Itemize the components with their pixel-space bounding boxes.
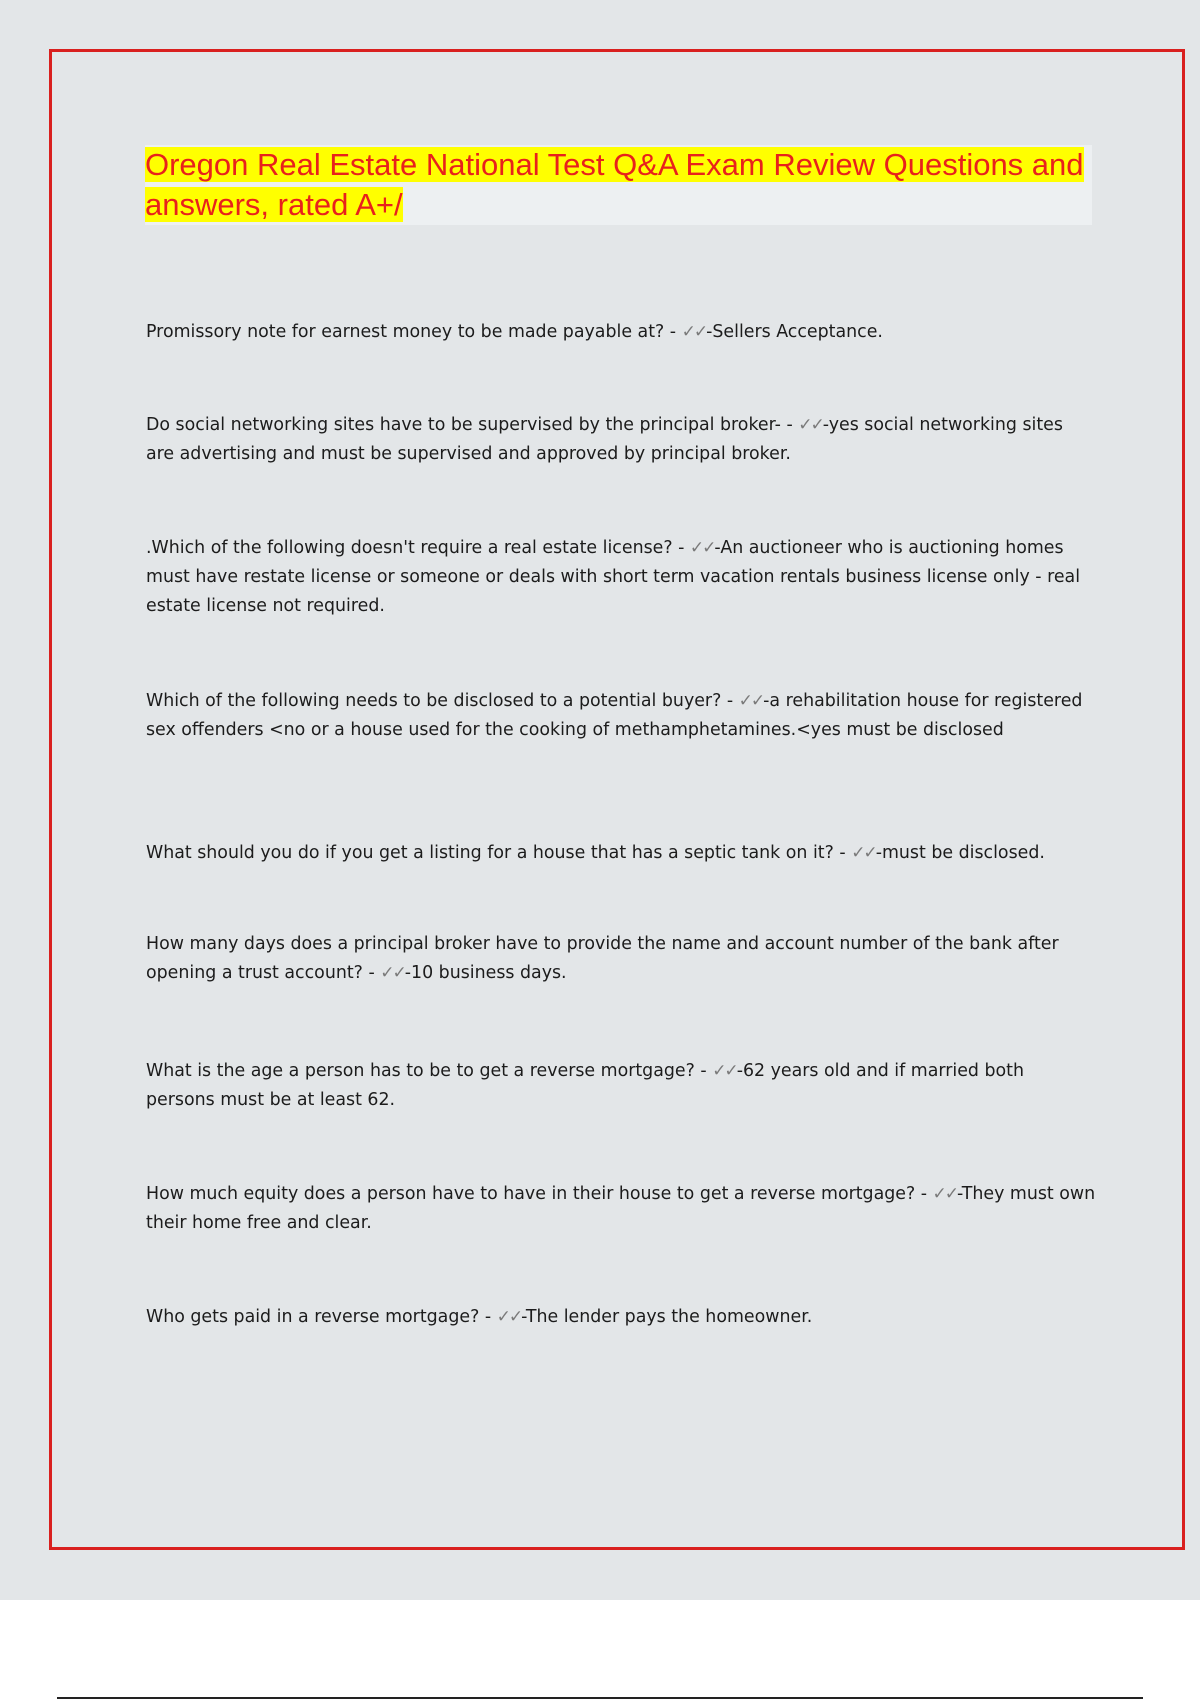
footer-divider	[57, 1697, 1143, 1699]
answer-text: -62 years old and if married both persons must be at least 62.	[146, 1061, 1024, 1110]
qa-item	[146, 1180, 1096, 1238]
qa-item	[146, 839, 1096, 868]
double-check-icon: ✓✓	[738, 691, 764, 711]
double-check-icon: ✓✓	[681, 322, 707, 342]
answer-text: -10 business days.	[404, 963, 567, 983]
qa-item	[146, 318, 1096, 347]
answer-text: -Sellers Acceptance.	[706, 322, 883, 342]
double-check-icon: ✓✓	[689, 538, 715, 558]
question-text: What is the age a person has to be to get a reverse mortgage? -	[146, 1061, 713, 1081]
answer-text: -must be disclosed.	[875, 843, 1045, 863]
question-text: Which of the following needs to be disclosed to a potential buyer? -	[146, 691, 739, 711]
double-check-icon: ✓✓	[496, 1307, 522, 1327]
double-check-icon: ✓✓	[380, 963, 405, 983]
answer-text: -yes social networking sites are advertising and must be supervised and approved by principal broker.	[146, 415, 1063, 464]
question-text: How many days does a principal broker have to provide the name and account number of the bank after opening a trust account? -	[146, 934, 1059, 983]
question-text: Do social networking sites have to be supervised by the principal broker- -	[146, 415, 799, 435]
qa-item	[146, 687, 1096, 745]
question-text: What should you do if you get a listing for a house that has a septic tank on it? -	[146, 843, 852, 863]
title-block	[145, 145, 1092, 225]
title-highlight: Oregon Real Estate National Test Q&A Exam Review Questions and answers, rated A+/	[145, 147, 1084, 222]
double-check-icon: ✓✓	[798, 415, 823, 435]
answer-text: -They must own their home free and clear.	[146, 1184, 1096, 1233]
answer-text: -The lender pays the homeowner.	[521, 1307, 813, 1327]
qa-item	[146, 1057, 1096, 1115]
question-text: Who gets paid in a reverse mortgage? -	[146, 1307, 497, 1327]
document-title	[145, 145, 1092, 225]
question-text: Promissory note for earnest money to be made payable at? -	[146, 322, 682, 342]
qa-item	[146, 534, 1096, 621]
double-check-icon: ✓✓	[932, 1184, 958, 1204]
answer-text: -a rehabilitation house for registered sex offenders <no or a house used for the cooking of methamphetamines.<yes must be disclosed	[146, 691, 1083, 740]
double-check-icon: ✓✓	[712, 1061, 737, 1081]
double-check-icon: ✓✓	[851, 843, 876, 863]
qa-item	[146, 1303, 1096, 1332]
question-text: .Which of the following doesn't require a real estate license? -	[146, 538, 690, 558]
answer-text: -An auctioneer who is auctioning homes must have restate license or someone or deals with short term vacation rentals business license only - real estate license not required.	[146, 538, 1081, 616]
question-text: How much equity does a person have to have in their house to get a reverse mortgage? -	[146, 1184, 933, 1204]
qa-item	[146, 930, 1096, 988]
qa-item	[146, 411, 1096, 469]
